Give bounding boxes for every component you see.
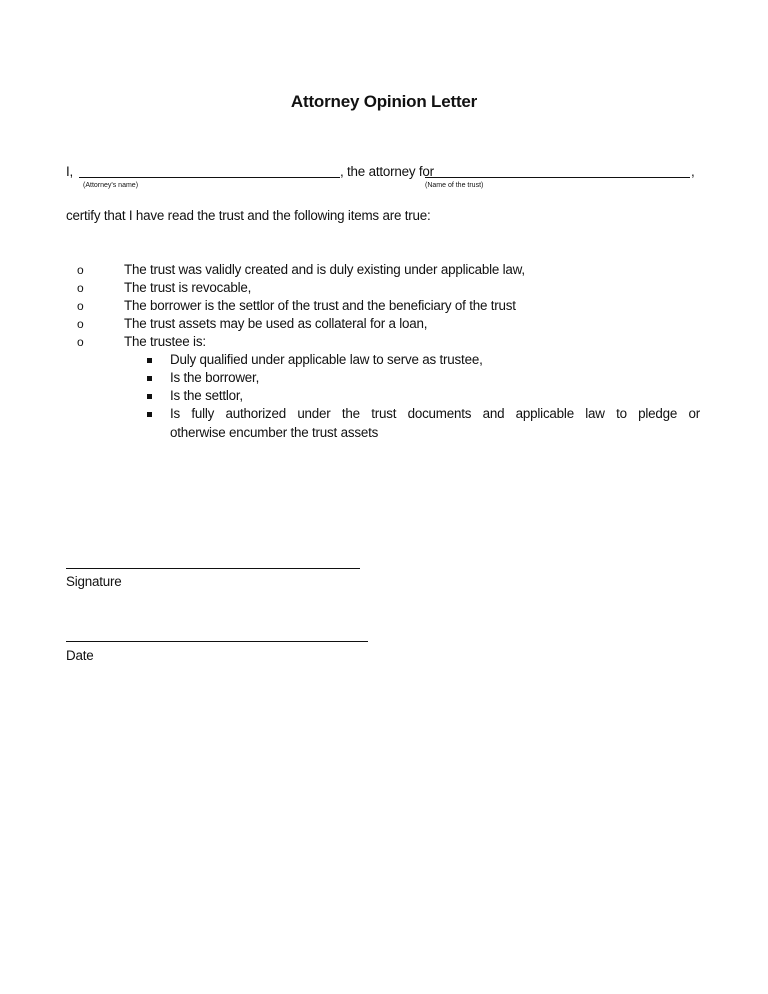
square-bullet-icon (147, 394, 152, 399)
intro-prefix: I, (66, 164, 74, 179)
document-title: Attorney Opinion Letter (290, 92, 478, 111)
list-item: The trustee is: (124, 334, 206, 349)
sub-list-item: Is the borrower, (170, 370, 260, 385)
list-item: The borrower is the settlor of the trust and the beneficiary of the trust (124, 298, 516, 313)
list-item: The trust assets may be used as collateral for a loan, (124, 316, 428, 331)
circle-bullet-icon: o (77, 281, 84, 295)
sub-list-item: Is the settlor, (170, 388, 243, 403)
intro-suffix: , (691, 164, 695, 179)
sub-list-item-continuation: otherwise encumber the trust assets (170, 425, 379, 440)
list-item: The trust is revocable, (124, 280, 252, 295)
intro-middle: , the attorney for (340, 164, 434, 179)
square-bullet-icon (147, 358, 152, 363)
trust-name-label: (Name of the trust) (425, 182, 484, 189)
date-line[interactable] (66, 641, 368, 642)
attorney-name-field[interactable] (79, 177, 340, 178)
sub-list-item: Duly qualified under applicable law to serve as trustee, (170, 352, 483, 367)
signature-label: Signature (66, 574, 122, 589)
circle-bullet-icon: o (77, 263, 84, 277)
circle-bullet-icon: o (77, 299, 84, 313)
list-item: The trust was validly created and is duly existing under applicable law, (124, 262, 525, 277)
sub-list-item: Is fully authorized under the trust documents and applicable law to pledge or (170, 406, 700, 421)
square-bullet-icon (147, 412, 152, 417)
date-label: Date (66, 648, 94, 663)
square-bullet-icon (147, 376, 152, 381)
circle-bullet-icon: o (77, 317, 84, 331)
signature-line[interactable] (66, 568, 360, 569)
certify-text: certify that I have read the trust and the following items are true: (66, 208, 431, 223)
circle-bullet-icon: o (77, 335, 84, 349)
trust-name-field[interactable] (425, 177, 690, 178)
attorney-name-label: (Attorney's name) (83, 182, 139, 189)
